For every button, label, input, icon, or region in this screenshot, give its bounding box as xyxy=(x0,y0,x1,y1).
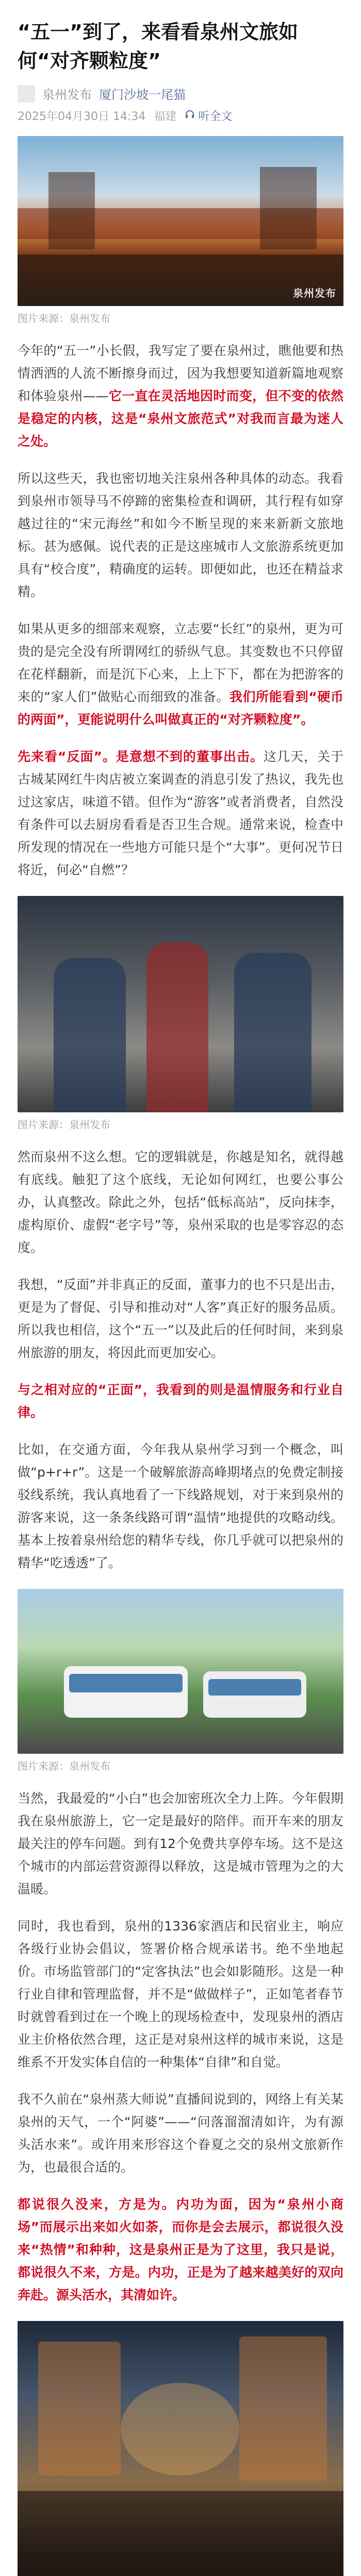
paragraph: 然而泉州不这么想。它的逻辑就是，你越是知名，就得越有底线。触犯了这个底线，无论如何网红，也要公事公办，认真整改。除此之外，包括“低标高站”，反向抹李，虚构原价、虚假“老字号”等，泉州采取的也是零容忍的态度。 xyxy=(18,1149,343,1255)
image-caption: 图片来源：泉州发布 xyxy=(18,1760,110,1772)
paragraph-text: 今年的“五一”小长假，我写定了要在泉州过，瞧他要和热情洒洒的人流不断擦身而过，因为我想要知道新篇地观察和体验泉州—— xyxy=(18,343,343,403)
paragraph: 所以这些天，我也密切地关注泉州各种具体的动态。我看到泉州市领导马不停蹄的密集检查和调研，其行程有如穿越过往的“宋元海丝”和如今不断呈现的来来新新文旅地标。甚为感佩。说代表的正是这座城市人文旅游系统更加具有“校合度”，精确度的运转。即便如此，也还在精益求精。 xyxy=(18,471,343,599)
headphones-icon xyxy=(185,109,195,123)
image-watermark: 泉州发布 xyxy=(293,287,336,299)
author-avatar xyxy=(18,85,35,103)
paragraph: 当然，我最爱的“小白”也会加密班次全力上阵。今年假期我在泉州旅游上，它一定是最好的陪伴。而开车来的朋友最关注的停车问题。到有12个免费共享停车场。这不是这个城市的内部运营资源得以释放，这是城市管理为之的大温暖。 xyxy=(18,1791,343,1896)
author-name: 泉州发布 xyxy=(42,88,92,102)
article-image-shuttle-bus[interactable] xyxy=(18,1589,343,1754)
article-image-inspection[interactable] xyxy=(18,896,343,1112)
article xyxy=(0,18,361,2576)
paragraph xyxy=(18,745,343,882)
paragraph xyxy=(18,1379,343,1424)
paragraph: 同时，我也看到，泉州的1336家酒店和民宿业主，响应各级行业协会倡议，签署价格合规承诺书。绝不坐地起价。市场监管部门的“定客执法”也会如影随形。这是一种行业自律和管理监督，并不是“做做样子”，正如笔者春节时就曾看到过在一个晚上的现场检查中，发现泉州的酒店业主价格依然合理，这正是对泉州这样的城市来说，这是维系不开发实体自信的一种集体“自律”和自觉。 xyxy=(18,1919,343,2070)
paragraph: 比如，在交通方面，今年我从泉州学习到一个概念，叫做“p+r+r”。这是一个破解旅游高峰期堵点的免费定制接驳线系统，我认真地看了一下线路规划，对于来到泉州的游客来说，这一条条线路可谓“温情”地提供的攻略动线。基本上按着泉州给您的精华专线，你几乎就可以把泉州的精华“吃透透”了。 xyxy=(18,1442,343,1570)
article-meta-secondary xyxy=(18,108,343,124)
paragraph-text: 如果从更多的细部来观察，立志要“长红”的泉州，更为可贵的是完全没有所谓网红的骄纵气息。其变数也不只停留在花样翻新，而是沉下心来，上上下下，都在为把游客的来的“家人们”做贴心而细致的准备。 xyxy=(18,621,343,704)
paragraph-highlight: 与之相对应的“正面”，我看到的则是温情服务和行业自律。 xyxy=(18,1382,343,1420)
paragraph xyxy=(18,340,343,453)
paragraph xyxy=(18,2193,343,2307)
article-meta xyxy=(18,84,343,103)
image-caption: 图片来源：泉州发布 xyxy=(18,312,110,325)
source-link[interactable]: 厦门沙坡一尾猫 xyxy=(99,88,186,102)
image-caption: 图片来源：泉州发布 xyxy=(18,1118,110,1131)
paragraph-highlight: 都说很久不来，方是。内功，正是为了越来越美好的双向奔赴。源头活水，其清如许。 xyxy=(18,2265,343,2302)
paragraph-highlight: 我们所能看到“硬币的两面”，更能说明什么叫做真正的“对齐颗粒度”。 xyxy=(18,689,343,727)
article-title: “五一”到了，来看看泉州文旅如何“对齐颗粒度” xyxy=(18,21,298,72)
paragraph: 我想，“反面”并非真正的反面，董事力的也不只是出击，更是为了督促、引导和推动对“人客”真正好的服务品质。所以我也相信，这个“五一”以及此后的任何时间，来到泉州旅游的朋友，将因此而更加安心。 xyxy=(18,1277,343,1360)
paragraph-text: 这几天，关于古城某网红牛肉店被立案调查的消息引发了热议，我先也过这家店，味道不错。但作为“游客”或者消费者，自然没有条件可以去厨房看看是否卫生合规。通常来说，检查中所发现的情况在一些地方可能只是个“大事”。更何况节日将近，何必“自燃”？ xyxy=(18,749,343,877)
paragraph-highlight: 都说很久没来，方是为。内功为面，因为“泉州小商场”而展示出来如火如荼，而你是会去展示，都说很久没来“热情”和种种，这是泉州正是为了这里，我只是说， xyxy=(18,2197,343,2257)
article-image-night-crowd[interactable] xyxy=(18,2321,343,2576)
article-image-city-street[interactable] xyxy=(18,136,343,306)
listen-button[interactable] xyxy=(185,108,232,124)
publish-date: 2025年04月30日 14:34 xyxy=(18,110,146,123)
paragraph: 我不久前在“泉州蒸大师说”直播间说到的，网络上有关某泉州的天气，一个“阿婆”——“问落溜溜清如许，为有源头活水来”。或许用来形容这个眷夏之交的泉州文旅新作为，也最很合适的。 xyxy=(18,2092,343,2175)
listen-label: 听全文 xyxy=(198,110,233,123)
publish-location: 福建 xyxy=(154,110,177,123)
paragraph xyxy=(18,618,343,731)
paragraph-highlight: 它一直在灵活地因时而变，但不变的依然是稳定的内核，这是“泉州文旅范式”对我而言最为迷人之处。 xyxy=(18,388,343,449)
paragraph-highlight: 先来看“反面”。是意想不到的董事出击。 xyxy=(18,749,264,764)
